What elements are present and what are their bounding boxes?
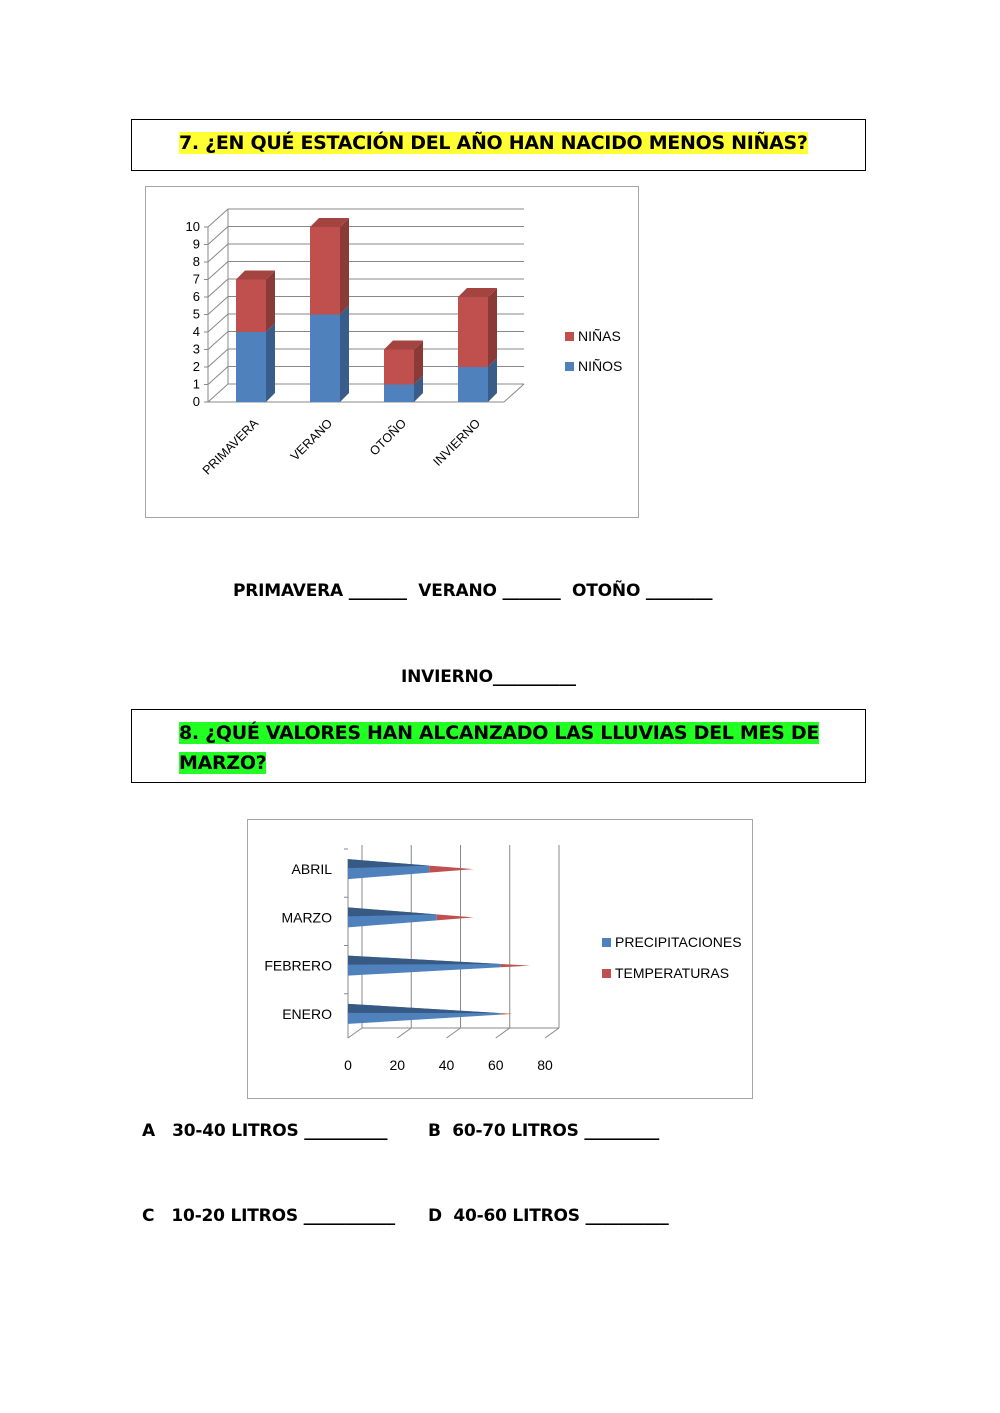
bar-temperaturas-abril	[429, 866, 473, 873]
bar-temperaturas-enero	[501, 1013, 513, 1014]
births-chart-svg	[146, 187, 638, 517]
y-tick-label: 5	[192, 306, 200, 322]
floor-gridline	[397, 1028, 411, 1038]
y-tick-label: 6	[192, 289, 200, 304]
gridline	[208, 244, 524, 262]
y-tick-label: FEBRERO	[264, 957, 332, 974]
y-tick-label: MARZO	[281, 909, 332, 926]
bar-niños-invierno	[458, 367, 488, 402]
floor-gridline	[545, 1028, 559, 1038]
y-tick-label: 7	[192, 271, 200, 287]
bar-niñas-invierno	[458, 297, 488, 367]
bar-side	[340, 218, 349, 315]
bar-side	[266, 323, 275, 402]
x-tick-label: OTOÑO	[366, 416, 410, 459]
bar-niños-otoño	[384, 385, 414, 403]
bar-side	[266, 271, 275, 333]
births-chart	[145, 186, 639, 518]
question-8-text-line2: MARZO?	[179, 752, 267, 774]
legend-label-temperaturas: TEMPERATURAS	[615, 965, 730, 981]
bar-niños-verano	[310, 315, 340, 403]
question-7-text: 7. ¿EN QUÉ ESTACIÓN DEL AÑO HAN NACIDO MENOS NIÑAS?	[179, 132, 808, 154]
q7-answers-line2[interactable]: INVIERNO__________	[401, 667, 576, 687]
x-tick-label: 60	[487, 1057, 504, 1073]
bar-niñas-primavera	[236, 280, 266, 333]
legend-swatch-niñas	[565, 332, 574, 341]
gridline	[208, 209, 524, 227]
floor-gridline	[348, 1028, 362, 1038]
legend-swatch-precipitaciones	[602, 938, 611, 947]
y-tick-label: 10	[185, 219, 200, 234]
legend-swatch-temperaturas	[602, 969, 611, 978]
option-d[interactable]: D 40-60 LITROS __________	[428, 1206, 669, 1226]
q7-answers-line1[interactable]: PRIMAVERA _______ VERANO _______ OTOÑO ________	[233, 581, 713, 601]
x-tick-label: 40	[438, 1057, 455, 1073]
x-tick-label: PRIMAVERA	[199, 416, 262, 478]
x-tick-label: INVIERNO	[430, 416, 484, 469]
question-7-box	[131, 119, 866, 171]
legend-label-niños: NIÑOS	[578, 358, 623, 374]
floor-gridline	[496, 1028, 510, 1038]
y-tick-label: ENERO	[282, 1005, 332, 1022]
option-b[interactable]: B 60-70 LITROS _________	[428, 1121, 660, 1141]
y-tick-label: 4	[192, 324, 200, 339]
y-tick-label: ABRIL	[291, 861, 332, 878]
legend-label-precipitaciones: PRECIPITACIONES	[615, 934, 742, 950]
y-tick-label: 3	[192, 341, 200, 357]
legend-swatch-niños	[565, 362, 574, 371]
y-tick-label: 8	[192, 254, 200, 269]
bar-side	[488, 288, 497, 367]
legend-label-niñas: NIÑAS	[578, 328, 621, 344]
x-tick-label: 80	[537, 1057, 553, 1073]
rain-chart	[247, 819, 753, 1099]
y-tick-label: 0	[192, 394, 200, 409]
y-tick-label: 2	[192, 359, 200, 374]
bar-niñas-verano	[310, 227, 340, 315]
bar-shade	[348, 956, 501, 965]
x-tick-label: VERANO	[287, 416, 336, 464]
bar-shade	[348, 1004, 501, 1013]
y-tick-label: 1	[192, 376, 200, 392]
question-8-box	[131, 709, 866, 783]
gridline	[208, 227, 524, 245]
bar-temperaturas-marzo	[437, 914, 474, 920]
bar-temperaturas-febrero	[501, 964, 531, 967]
option-c[interactable]: C 10-20 LITROS ___________	[142, 1206, 395, 1226]
question-8-text-line1: 8. ¿QUÉ VALORES HAN ALCANZADO LAS LLUVIAS DEL MES DE	[179, 722, 820, 744]
x-tick-label: 0	[344, 1057, 352, 1073]
bar-side	[340, 306, 349, 403]
bar-niñas-otoño	[384, 350, 414, 385]
option-a[interactable]: A 30-40 LITROS __________	[142, 1121, 388, 1141]
floor-gridline	[447, 1028, 461, 1038]
rain-chart-svg	[248, 820, 752, 1098]
y-tick-label: 9	[192, 236, 200, 252]
x-tick-label: 20	[389, 1057, 406, 1073]
bar-niños-primavera	[236, 332, 266, 402]
